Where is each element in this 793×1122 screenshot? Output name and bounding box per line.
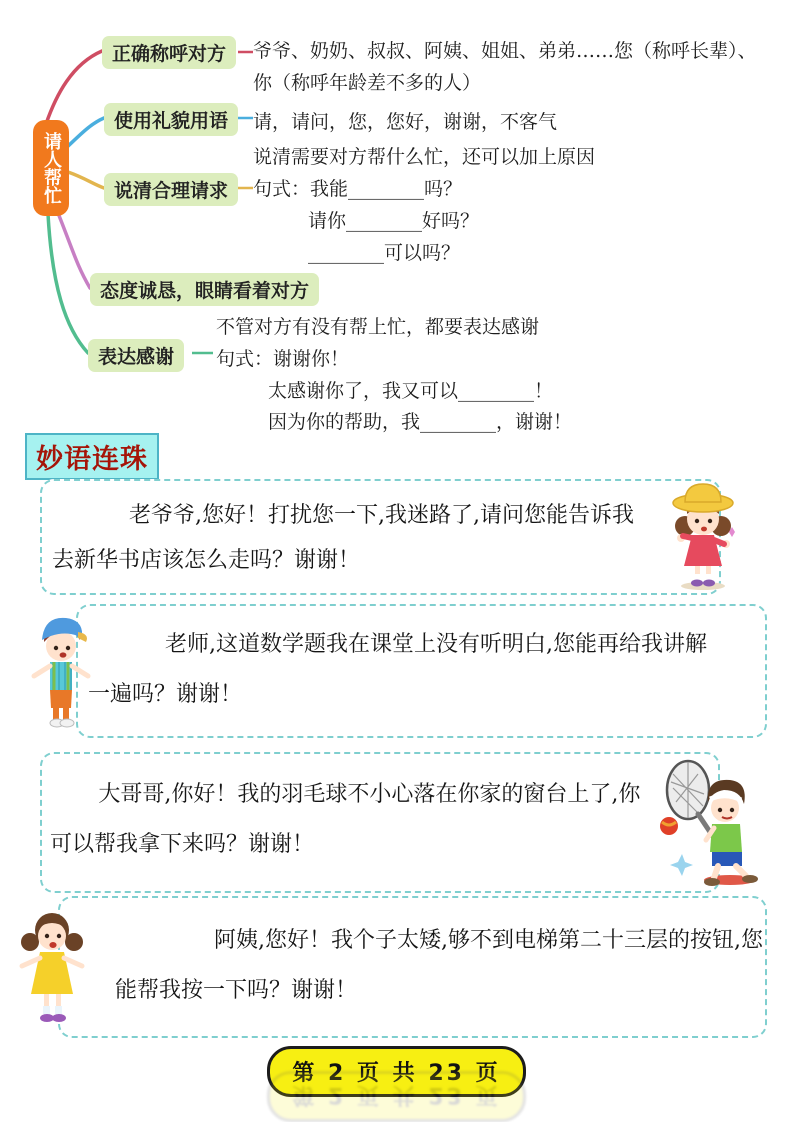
dialogue-box-1	[40, 479, 721, 595]
boy-blue-cap-illustration	[20, 604, 102, 729]
mindmap-branch-clear-request: 说清合理请求	[104, 173, 238, 206]
branch-desc-line: 句式：我能________吗？	[253, 178, 463, 200]
page-badge-reflection	[0, 1096, 793, 1122]
dialogue-box-2	[76, 604, 767, 738]
branch-desc-line: 句式：谢谢你！	[216, 348, 350, 370]
section-title-badge: 妙语连珠	[25, 433, 159, 480]
branch-desc-line: 太感谢你了，我又可以________！	[268, 380, 554, 402]
branch-desc-line: 请，请问，您，您好，谢谢，不客气	[253, 111, 558, 133]
branch-desc-line: 你（称呼年龄差不多的人）	[253, 72, 482, 94]
girl-yellow-dress-illustration	[10, 898, 94, 1036]
mindmap-branch-correct-address: 正确称呼对方	[102, 36, 236, 69]
dialogue-text: 阿姨,您好！我个子太矮,够不到电梯第二十三层的按钮,您能帮我按一下吗？谢谢！	[115, 928, 763, 1003]
branch-desc-line: 请你________好吗？	[308, 210, 480, 232]
footer	[0, 1046, 793, 1097]
branch-desc-line: 不管对方有没有帮上忙，都要表达感谢	[216, 316, 540, 338]
boy-tennis-illustration	[648, 744, 762, 889]
branch-desc-line: 爷爷、奶奶、叔叔、阿姨、姐姐、弟弟……您（称呼长辈）、	[253, 40, 757, 62]
branch-desc-line: 说清需要对方帮什么忙，还可以加上原因	[253, 146, 596, 168]
dialogue-box-3	[40, 752, 720, 893]
dialogue-text: 老爷爷,您好！打扰您一下,我迷路了,请问您能告诉我去新华书店该怎么走吗？谢谢！	[52, 503, 634, 573]
mindmap-branch-express-thanks: 表达感谢	[88, 339, 184, 372]
mindmap-root-node	[33, 120, 69, 216]
mindmap-branch-polite-words: 使用礼貌用语	[104, 103, 238, 136]
branch-desc-line: ________可以吗？	[308, 242, 461, 264]
mindmap-root-label: 请人帮忙	[41, 132, 62, 204]
dialogue-text: 老师,这道数学题我在课堂上没有听明白,您能再给我讲解一遍吗？谢谢！	[88, 632, 707, 707]
page-number-badge: 第 2 页 共 23 页	[267, 1046, 525, 1097]
girl-red-hat-illustration	[661, 474, 745, 592]
branch-desc-line: 因为你的帮助，我________，谢谢！	[268, 411, 573, 433]
mindmap-branch-sincere-attitude: 态度诚恳，眼睛看着对方	[90, 273, 319, 306]
dialogue-text: 大哥哥,你好！我的羽毛球不小心落在你家的窗台上了,你可以帮我拿下来吗？谢谢！	[50, 782, 641, 857]
dialogue-box-4	[58, 896, 767, 1038]
